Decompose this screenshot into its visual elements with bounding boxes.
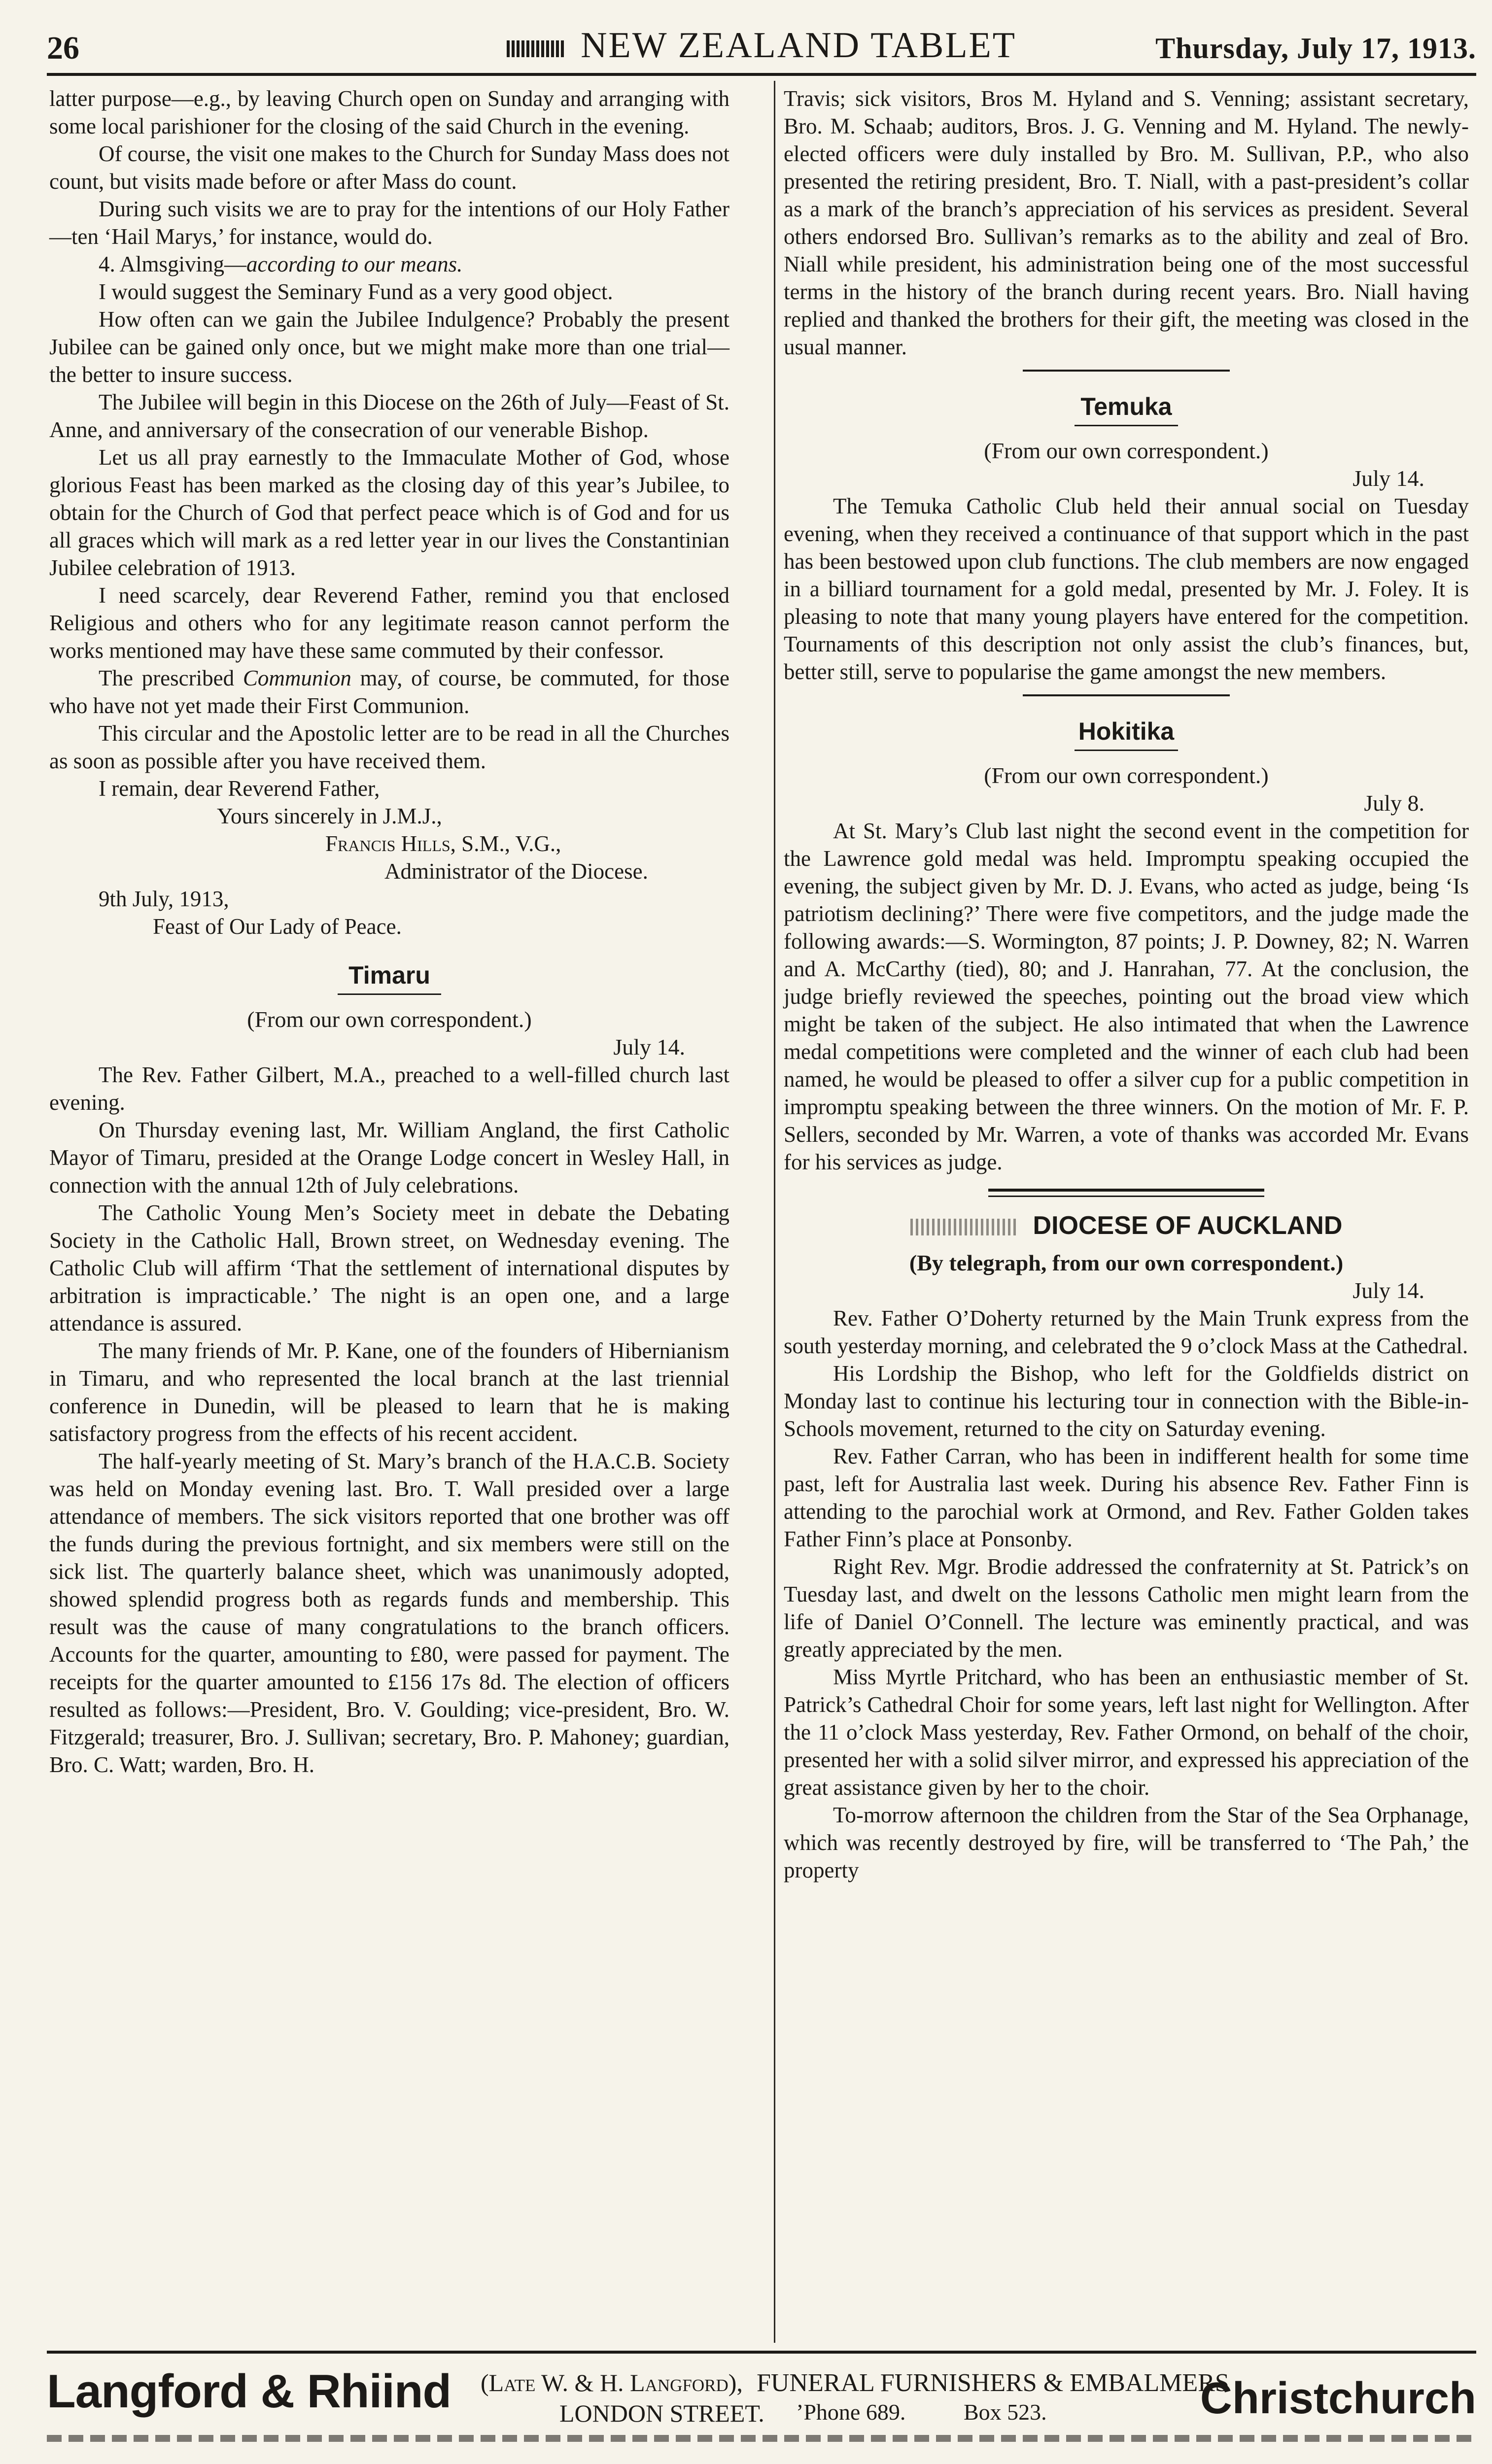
paragraph: Let us all pray earnestly to the Immaculate Mother of God, whose glorious Feast has been marked as the closing day of this year’s Jubilee, to obtain for the Church of God that perfect peace which is of God and for us all graces which will mark as a red letter year in our lives the Constantinian Jubilee celebration of 1913. — [49, 445, 729, 580]
paragraph: The half-yearly meeting of St. Mary’s branch of the H.A.C.B. Society was held on Monday evening last. Bro. T. Wall presided over a large attendance of members. The sick visitors reported that one brother was off the funds during the previous fortnight, and six members were still on the sick list. The quarterly balance sheet, which was unanimously adopted, showed splendid progress both as regards funds and membership. This result was the cause of many congratulations to the branch officers. Accounts for the quarter, amounting to £80, were passed for payment. The receipts for the quarter amounted to £156 17s 8d. The election of officers resulted as follows:—President, Bro. V. Goulding; vice-president, Bro. W. Fitzgerald; treasurer, Bro. J. Sullivan; secretary, Bro. P. Mahoney; guardian, Bro. C. Watt; warden, Bro. H. — [49, 1449, 729, 1777]
advertiser-former-name: (Late W. & H. Langford), — [481, 2369, 743, 2396]
paragraph: Travis; sick visitors, Bros M. Hyland and S. Venning; assistant secretary, Bro. M. Schaab; auditors, Bros. J. G. Venning and M. Hyland. The newly-elected officers were duly installed by Bro. M. Sullivan, P.P., who also presented the retiring president, Bro. T. Niall, with a past-president’s collar as a mark of the branch’s appreciation of his services as president. Several others endorsed Bro. Sullivan’s remarks as to the ability and zeal of Bro. Niall while president, his administration being one of the most successful terms in the history of the branch during recent years. Bro. Niall having replied and thanked the brothers for their gift, the meeting was closed in the usual manner. — [784, 86, 1469, 359]
advertiser-name: Langford & Rhiind — [47, 2365, 451, 2418]
communion-em: Communion — [243, 666, 351, 690]
paragraph: The many friends of Mr. P. Kane, one of the founders of Hibernianism in Timaru, and who represented the local branch at the last triennial conference in Dunedin, will be pleased to learn that he is making satisfactory progress from the effects of his recent accident. — [49, 1338, 729, 1446]
correspondent-line: (From our own correspondent.) — [984, 763, 1269, 788]
page-header — [47, 20, 1476, 74]
signature-line: I remain, dear Reverend Father, — [99, 776, 380, 801]
section-rule — [338, 993, 441, 995]
separator-rule — [1023, 370, 1230, 372]
paragraph: Of course, the visit one makes to the Church for Sunday Mass does not count, but visits made before or after Mass do count. — [49, 141, 729, 194]
signature-line: Feast of Our Lady of Peace. — [153, 914, 402, 939]
torn-edge — [47, 2435, 1476, 2442]
separator-rule — [1023, 694, 1230, 696]
signature-date: 9th July, 1913, — [99, 887, 229, 911]
signature-block — [49, 775, 729, 940]
paragraph: How often can we gain the Jubilee Indulgence? Probably the present Jubilee can be gained only once, but we might make more than one trial—the better to insure success. — [49, 307, 729, 387]
almsgiving-em: according to our means. — [246, 252, 463, 276]
advertisement-footer — [47, 2351, 1476, 2442]
paragraph: Rev. Father O’Doherty returned by the Main Trunk express from the south yesterday morning, and celebrated the 9 o’clock Mass at the Cathedral. — [784, 1306, 1469, 1358]
advertiser-trade: FUNERAL FURNISHERS & EMBALMERS — [757, 2369, 1229, 2397]
dateline: July 14. — [1353, 466, 1424, 491]
masthead-title: NEW ZEALAND TABLET — [581, 25, 1016, 66]
paragraph: I need scarcely, dear Reverend Father, remind you that enclosed Religious and others who for any legitimate reason cannot perform the works mentioned may have these same commuted by their confessor. — [49, 583, 729, 663]
signature-line: Yours sincerely in J.M.J., — [217, 804, 442, 828]
paragraph — [49, 250, 729, 278]
print-smudge — [910, 1219, 1019, 1235]
section-title: Timaru — [348, 961, 430, 989]
masthead-ornament — [507, 40, 566, 57]
diocese-title: DIOCESE OF AUCKLAND — [1033, 1211, 1343, 1240]
advertiser-box: Box 523. — [964, 2399, 1047, 2425]
paragraph: His Lordship the Bishop, who left for the Goldfields district on Monday last to continue his lecturing tour in connection with the Bible-in-Schools movement, returned to the city on Saturday evening. — [784, 1361, 1469, 1441]
signature-line: Administrator of the Diocese. — [384, 859, 648, 884]
page-number: 26 — [47, 30, 79, 66]
paragraph: Right Rev. Mgr. Brodie addressed the confraternity at St. Patrick’s on Tuesday last, and dwelt on the lessons Catholic men might learn from the life of Daniel O’Connell. The lecture was eminently practical, and was greatly appreciated by the men. — [784, 1554, 1469, 1662]
paragraph — [49, 664, 729, 719]
double-rule — [988, 1189, 1264, 1197]
advertiser-city: Christchurch — [1200, 2374, 1476, 2423]
advertiser-phone: ’Phone 689. — [796, 2399, 906, 2425]
issue-date: Thursday, July 17, 1913. — [1155, 32, 1476, 65]
paragraph: latter purpose—e.g., by leaving Church open on Sunday and arranging with some local parishioner for the closing of the said Church in the evening. — [49, 86, 729, 138]
paragraph: The Catholic Young Men’s Society meet in debate the Debating Society in the Catholic Hall, Brown street, on Wednesday evening. The Catholic Club will affirm ‘That the settlement of international disputes by arbitration is impracticable.’ The night is an open one, and a large attendance is assured. — [49, 1200, 729, 1335]
paragraph: Miss Myrtle Pritchard, who has been an enthusiastic member of St. Patrick’s Cathedral Choir for some years, left last night for Wellington. After the 11 o’clock Mass yesterday, Rev. Father Ormond, on behalf of the choir, presented her with a solid silver mirror, and expressed his appreciation of the great assistance given by her to the choir. — [784, 1665, 1469, 1800]
paragraph: On Thursday evening last, Mr. William Angland, the first Catholic Mayor of Timaru, presided at the Orange Lodge concert in Wesley Hall, in connection with the annual 12th of July celebrations. — [49, 1118, 729, 1198]
right-column — [784, 85, 1469, 1884]
almsgiving-lead: 4. Almsgiving— — [99, 252, 247, 276]
paragraph: This circular and the Apostolic letter are to be read in all the Churches as soon as possible after you have received them. — [49, 721, 729, 773]
communion-rest: may, of course, be commuted, for those who have not yet made their First Communion. — [49, 666, 729, 718]
diocese-heading — [784, 1211, 1469, 1240]
correspondent-line: (From our own correspondent.) — [247, 1007, 532, 1032]
dateline: July 8. — [1364, 790, 1424, 816]
signature-name: Francis Hills, S.M., V.G., — [325, 831, 561, 856]
section-rule — [1075, 750, 1178, 751]
left-column — [49, 85, 729, 1779]
paragraph: At St. Mary’s Club last night the second event in the competition for the Lawrence gold medal was held. Impromptu speaking occupied the evening, the subject given by Mr. D. J. Evans, who acted as judge, being ‘Is patriotism declining?’ There were five competitors, and the judge made the following awards:—S. Wormington, 87 points; J. P. Downey, 82; N. Warren and A. McCarthy (tied), 80; and J. Hanrahan, 77. At the conclusion, the judge briefly reviewed the speeches, pointing out the broad view which might be taken of the subject. He also intimated that when the Lawrence medal competitions were completed and the winner of each club had been named, he would be pleased to offer a silver cup for a public competition in impromptu speaking between the three winners. On the motion of Mr. F. P. Sellers, seconded by Mr. Warren, a vote of thanks was accorded Mr. Evans for his services as judge. — [784, 819, 1469, 1174]
paragraph: The Jubilee will begin in this Diocese on the 26th of July—Feast of St. Anne, and anniversary of the consecration of our venerable Bishop. — [49, 390, 729, 442]
paragraph: To-morrow afternoon the children from the Star of the Sea Orphanage, which was recently destroyed by fire, will be transferred to ‘The Pah,’ the property — [784, 1803, 1469, 1882]
paragraph: I would suggest the Seminary Fund as a very good object. — [99, 279, 613, 304]
advertiser-street: LONDON STREET. — [559, 2399, 764, 2427]
correspondent-line: (From our own correspondent.) — [984, 438, 1269, 463]
dateline: July 14. — [613, 1034, 685, 1060]
paragraph: During such visits we are to pray for the intentions of our Holy Father—ten ‘Hail Marys,’ for instance, would do. — [49, 197, 729, 249]
section-rule — [1075, 425, 1178, 426]
communion-lead: The prescribed — [99, 666, 243, 690]
section-title: Hokitika — [1078, 718, 1175, 745]
dateline: July 14. — [1353, 1278, 1424, 1303]
section-title: Temuka — [1080, 393, 1172, 420]
paragraph: Rev. Father Carran, who has been in indifferent health for some time past, left for Australia last week. During his absence Rev. Father Finn is attending to the parochial work at Ormond, and Rev. Father Golden takes Father Finn’s place at Ponsonby. — [784, 1444, 1469, 1551]
paragraph: The Temuka Catholic Club held their annual social on Tuesday evening, when they received a continuance of that support which in the past has been bestowed upon club functions. The club members are now engaged in a billiard tournament for a gold medal, presented by Mr. J. Foley. It is pleasing to note that many young players have entered for the competition. Tournaments of this description not only assist the club’s finances, but, better still, serve to popularise the game amongst the new members. — [784, 494, 1469, 684]
column-rule — [774, 81, 775, 2343]
paragraph: The Rev. Father Gilbert, M.A., preached to a well-filled church last evening. — [49, 1062, 729, 1115]
header-rule — [47, 73, 1476, 76]
correspondent-line: (By telegraph, from our own correspondent.) — [909, 1250, 1344, 1275]
